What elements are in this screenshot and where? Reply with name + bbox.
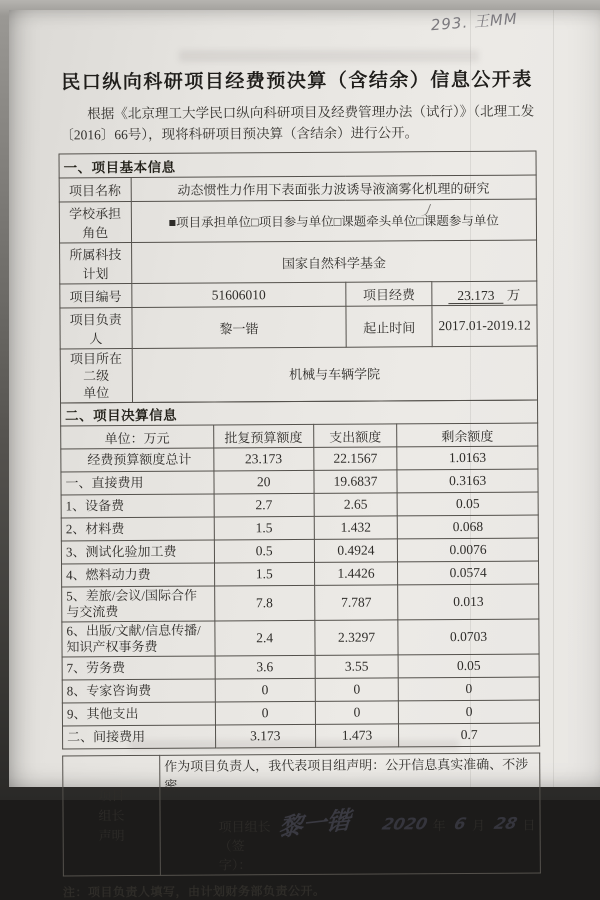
fee-cell-remain: 0.0574 xyxy=(398,561,539,585)
handwritten-signature: 黎一锴 xyxy=(277,805,351,843)
fee-cell-remain: 0.013 xyxy=(398,584,539,620)
fee-cell-label: 3、测试化验加工费 xyxy=(61,540,214,564)
fee-cell-remain: 0.0076 xyxy=(398,538,539,562)
period-label: 起止时间 xyxy=(346,306,432,348)
column-header-remaining: 剩余额度 xyxy=(397,423,538,447)
unit-row xyxy=(60,346,537,403)
fee-cell-label: 9、其他支出 xyxy=(62,702,215,726)
fee-cell-budget: 2.7 xyxy=(214,493,314,517)
paper-fold-line xyxy=(553,10,554,787)
fee-cell-budget: 1.5 xyxy=(214,516,314,540)
fee-cell-remain: 0 xyxy=(399,700,540,724)
footnote: 注：项目负责人填写，由计划财务部负责公开。 xyxy=(62,883,326,900)
unit-label-line1: 项目所在二级 xyxy=(69,351,123,384)
fee-table-row xyxy=(61,515,538,541)
school-role-value xyxy=(131,199,537,242)
fee-table-row xyxy=(62,723,539,749)
fee-cell-spent: 0 xyxy=(315,701,399,725)
fee-cell-spent: 1.4426 xyxy=(314,562,398,586)
project-name-label: 项目名称 xyxy=(59,178,131,202)
fee-cell-budget: 2.4 xyxy=(214,620,314,656)
program-row xyxy=(60,240,537,284)
fee-cell-budget: 0 xyxy=(215,678,315,702)
fee-cell-budget: 0.5 xyxy=(214,539,314,563)
paper-sheet xyxy=(9,9,600,900)
final-account-table xyxy=(60,400,540,750)
handwritten-day: 28 xyxy=(492,813,519,833)
fee-table-row xyxy=(61,492,538,518)
fee-cell-label: 8、专家咨询费 xyxy=(62,679,215,703)
fee-cell-label: 二、间接费用 xyxy=(62,725,215,749)
project-leader-row xyxy=(60,305,537,349)
section1-header: 一、项目基本信息 xyxy=(59,151,536,178)
fee-table-body xyxy=(61,446,540,749)
month-label: 月 xyxy=(472,817,486,833)
fee-cell-spent: 0.4924 xyxy=(314,539,398,563)
fee-cell-spent: 7.787 xyxy=(314,585,398,621)
handwritten-month: 6 xyxy=(452,813,469,834)
fee-cell-label: 1、设备费 xyxy=(61,494,214,518)
fee-cell-spent: 19.6837 xyxy=(314,470,398,494)
section2-header-row xyxy=(61,400,538,426)
day-label: 日 xyxy=(522,817,536,833)
declaration-statement: 作为项目负责人，我代表项目组声明：公开信息真实准确、不涉密。 xyxy=(164,756,529,793)
section1-header-row xyxy=(59,151,536,178)
fee-cell-remain: 0.05 xyxy=(398,654,539,678)
fee-table-row xyxy=(62,561,539,587)
project-leader-value: 黎一锴 xyxy=(131,306,346,348)
fee-cell-budget: 3.173 xyxy=(215,724,315,748)
fee-table-row xyxy=(62,677,539,703)
project-budget-value xyxy=(432,281,537,306)
period-value: 2017.01-2019.12 xyxy=(432,305,537,347)
project-budget-label: 项目经费 xyxy=(346,282,432,307)
project-basic-info-table xyxy=(58,151,538,404)
column-header-spent: 支出额度 xyxy=(313,424,397,448)
sign-label: 项目组长（签字）： xyxy=(218,819,271,873)
column-header-unit: 单位：万元 xyxy=(61,425,214,449)
fee-cell-budget: 20 xyxy=(214,470,314,494)
fee-cell-budget: 1.5 xyxy=(214,562,314,586)
handwritten-year: 2020 xyxy=(379,814,429,834)
fee-cell-label: 经费预算额度总计 xyxy=(61,448,214,472)
unit-label xyxy=(60,349,132,403)
fee-cell-remain: 1.0163 xyxy=(397,446,538,470)
year-label: 年 xyxy=(432,818,446,834)
fee-cell-spent: 2.65 xyxy=(314,493,398,517)
project-name-row xyxy=(59,175,536,202)
project-name-value: 动态惯性力作用下表面张力波诱导液滴雾化机理的研究 xyxy=(131,175,537,201)
fee-table-row xyxy=(61,446,538,472)
fee-cell-label: 2、材料费 xyxy=(61,517,214,541)
fee-table-row xyxy=(62,584,539,622)
side-label-line: 声明 xyxy=(98,827,125,843)
school-role-label: 学校承担角色 xyxy=(59,202,131,243)
budget-amount: 23.173 xyxy=(448,287,503,303)
fee-cell-label: 7、劳务费 xyxy=(62,656,215,680)
side-label-line: 组长 xyxy=(98,807,125,823)
fee-cell-remain: 0.05 xyxy=(397,492,538,516)
program-value: 国家自然科学基金 xyxy=(131,240,537,283)
fee-cell-remain: 0.0703 xyxy=(398,619,539,655)
fee-cell-remain: 0.7 xyxy=(399,723,540,747)
fee-cell-label: 一、直接费用 xyxy=(61,471,214,495)
fee-cell-budget: 0 xyxy=(215,701,315,725)
fee-cell-label: 6、出版/文献/信息传播/知识产权事务费 xyxy=(62,621,215,657)
fee-table-row xyxy=(61,538,538,564)
project-number-row xyxy=(60,281,537,308)
fee-table-row xyxy=(62,654,539,680)
declaration-side-label xyxy=(63,755,161,876)
fee-table-row xyxy=(62,619,539,657)
project-number-label: 项目编号 xyxy=(60,284,132,308)
fee-cell-remain: 0.3163 xyxy=(397,469,538,493)
declaration-table xyxy=(62,753,541,877)
fee-cell-budget: 3.6 xyxy=(215,655,315,679)
fee-cell-spent: 1.432 xyxy=(314,516,398,540)
fee-cell-remain: 0 xyxy=(398,677,539,701)
column-header-approved-budget: 批复预算额度 xyxy=(213,424,313,448)
declaration-row xyxy=(63,753,541,876)
signature-line xyxy=(164,802,535,874)
program-label: 所属科技计划 xyxy=(60,243,132,284)
page-title: 民口纵向科研项目经费预决算（含结余）信息公开表 xyxy=(61,69,533,94)
date-section xyxy=(376,815,536,835)
school-role-row xyxy=(59,199,536,243)
fee-table-row xyxy=(62,700,539,726)
fee-cell-budget: 23.173 xyxy=(213,447,313,471)
fee-cell-spent: 1.473 xyxy=(315,724,399,748)
fee-cell-spent: 0 xyxy=(315,678,399,702)
handwritten-corner-note: 293. 王MM xyxy=(430,9,519,35)
project-number-value: 51606010 xyxy=(131,282,346,307)
form-content xyxy=(58,9,541,900)
side-label-line: 项目 xyxy=(98,787,125,803)
fee-table-column-header-row xyxy=(61,423,538,449)
declaration-body xyxy=(160,753,541,875)
fee-cell-label: 4、燃料动力费 xyxy=(62,563,215,587)
budget-unit: 万 xyxy=(506,287,521,303)
unit-value: 机械与车辆学院 xyxy=(132,346,538,402)
intro-paragraph: 根据《北京理工大学民口纵向科研项目及经费管理办法（试行）》（北理工发〔2016〕66号），现将科研项目预决算（含结余）进行公开。 xyxy=(60,103,535,143)
unit-label-line2: 单位 xyxy=(83,385,110,401)
fee-cell-label: 5、差旅/会议/国际合作与交流费 xyxy=(62,586,215,622)
fee-cell-spent: 3.55 xyxy=(315,655,399,679)
fee-cell-spent: 2.3297 xyxy=(315,620,399,656)
project-leader-label: 项目负责人 xyxy=(60,308,132,349)
fee-cell-spent: 22.1567 xyxy=(314,447,398,471)
section2-header: 二、项目决算信息 xyxy=(61,400,538,426)
fee-cell-budget: 7.8 xyxy=(214,585,314,621)
fee-cell-remain: 0.068 xyxy=(397,515,538,539)
fee-table-row xyxy=(61,469,538,495)
role-checkbox-options: ■项目承担单位□项目参与单位□课题牵头单位□课题参与单位 xyxy=(168,213,499,230)
